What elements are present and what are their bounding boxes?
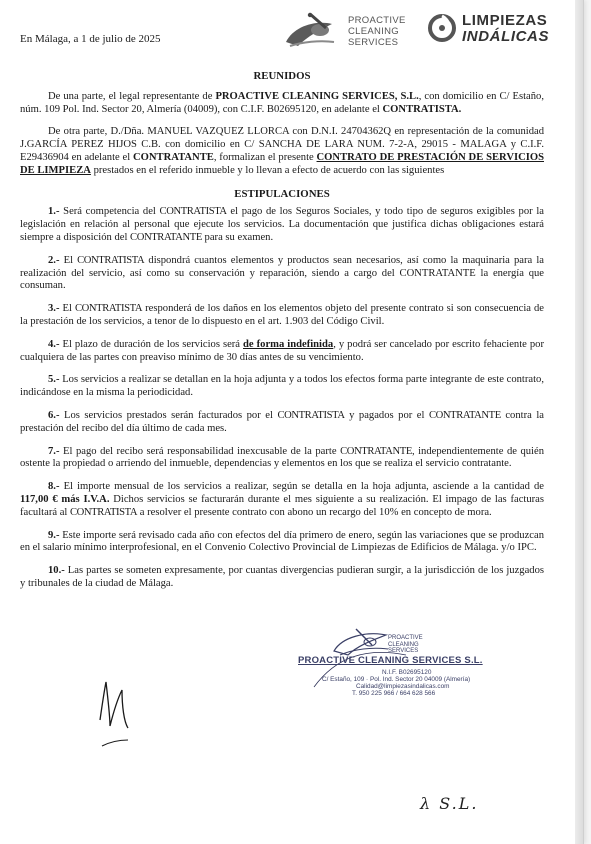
clause-keyword: CONTRATANTE [428,409,501,421]
clause-number: 9.- [48,529,60,541]
clause-number: 6.- [48,409,60,421]
clause-text: El [59,303,75,315]
party-two-role: CONTRATANTE [133,151,214,163]
clause-keyword: CONTRATISTA [70,506,138,518]
stamp-company: PROACTIVE CLEANING SERVICES S.L. [298,655,483,666]
party-two-post: prestados en el referido inmueble y lo llevan a efecto de acuerdo con las siguientes [90,164,445,176]
clause-keyword: CONTRATISTA [277,409,345,421]
stamp-logo-line3: SERVICES [388,648,419,654]
party-one-role: CONTRATISTA. [382,103,462,115]
clause-text: dispondrá cuantos elementos y productos sean necesarios, así como la maquinaria para la realización del servicio, así como su conservación y reparación, siendo a cargo del CONTRATANTE la energía que consuman. [20,254,544,292]
clause-number: 3.- [48,303,60,315]
page-initials: λ S.L. [420,794,479,813]
contract-title: CONTRATO DE PRESTACIÓN DE SERVICIOS DE LIMPIEZA [20,151,544,176]
clause-number: 8.- [48,481,60,493]
clause-text: Las partes se someten expresamente, por cuantas divergencias pudieran surgir, a la jurisdicción de los juzgados y tribunales de la ciudad de Málaga. [20,565,544,589]
clause-10 [20,565,544,591]
pcs-line2: CLEANING [348,26,399,37]
clause-text: Dichos servicios se facturarán durante el mes siguiente a su realización. El impago de las facturas facultará al [20,493,544,518]
party-one-paragraph [20,91,544,117]
li-line1: LIMPIEZAS [462,12,548,29]
stamp-nif: N.I.F. B02695120 [382,669,432,676]
stamp-phone: T. 950 225 966 / 664 628 566 [352,690,436,697]
clause-text: Los servicios prestados serán facturados por el [59,409,278,421]
clause-1 [20,206,544,244]
clause-8 [20,481,544,519]
stamp-logo-line1: PROACTIVE [388,635,423,641]
clause-9 [20,530,544,556]
heading-estipulaciones: ESTIPULACIONES [234,187,330,200]
clause-number: 2.- [48,254,60,266]
contract-body [20,70,544,601]
clause-text: , independientemente de quién ostente la propiedad o arriendo del inmueble, dependencias y elementos en los que se realiza el servicio contratante. [20,445,545,470]
pcs-line1: PROACTIVE [348,15,406,26]
clause-text: contra la prestación del recibo del día último de cada mes. [20,409,544,434]
party-one-mid: , con domicilio en C/ Estaño, núm. 109 Pol. Ind. Sector 20, Almería (04009), con C.I.F. B02695120, en adelante el [20,90,544,115]
clause-number: 4.- [48,338,60,350]
party-two-paragraph [20,126,544,177]
clause-text: y pagados por el [344,409,429,421]
clause-keyword: de forma indefinida [243,338,334,350]
date-line: En Málaga, a 1 de julio de 2025 [20,33,161,45]
swirl-icon [426,12,458,44]
stamp-address: C/ Estaño, 109 · Pol. Ind. Sector 20 04009 (Almería) [322,676,471,683]
clause-text: El importe mensual de los servicios a realizar, según se detalla en la hoja adjunta, asciende a la cantidad de [59,481,544,493]
clause-2 [20,255,544,293]
party-two-mid: , formalizan el presente [213,151,317,163]
party-one-pre: De una parte, el legal representante de [48,90,216,102]
clause-4 [20,339,544,365]
clause-text: Los servicios a realizar se detallan en la hoja adjunta y a todos los efectos forma parte integrante de este contrato, indicándose en la misma la periodicidad. [20,374,544,399]
party-one-company: PROACTIVE CLEANING SERVICES, S.L. [215,90,419,102]
clause-text: a resolver el presente contrato con abono un recargo del 10% en concepto de mora. [137,506,492,518]
clause-number: 7.- [48,445,60,457]
broom-bucket-icon [280,12,342,52]
clause-text: Este importe será revisado cada año con efectos del día primero de enero, según las variaciones que se produzcan en el salario mínimo interprofesional, en el Convenio Colectivo Provincial de Limpiezas de Edificios de Málaga. y/o IPC. [20,529,544,554]
clause-7 [20,446,544,472]
handwritten-signature [92,676,142,756]
li-line2: INDÁLICAS [462,28,550,45]
clause-keyword: CONTRATISTA [159,206,227,218]
party-two-pre: De otra parte, D./Dña. MANUEL VAZQUEZ LLORCA con D.N.I. 24704362Q en representación de la comunidad J.GARCÍA PEREZ HIJOS C.B. con domicilio en C/ SANCHA DE LARA NUM. 7-2-A, 29015 - MALAGA y C.I.F. E29436904 en adelante el [20,126,544,163]
clause-text: Será competencia del [59,206,160,218]
clause-amount: 117,00 € más I.V.A. [20,493,110,505]
stamp-logo-line2: CLEANING [388,641,419,648]
clause-5 [20,374,544,400]
clause-3 [20,303,544,329]
clause-keyword: CONTRATISTA [74,303,143,315]
company-stamp [296,627,536,713]
limpiezas-indalicas-logo [426,12,576,48]
clause-number: 10.- [48,565,65,577]
clause-text: El plazo de duración de los servicios será [59,338,244,350]
clause-text: el pago de los Seguros Sociales, y todo tipo de seguros exigibles por la legislación en relación al personal que ejecute los servicios. La documentación que justifica dichas obligaciones estará siempre a disposición del [20,206,544,243]
clause-6 [20,410,544,436]
clause-text: El [59,254,78,266]
clause-number: 1.- [48,206,60,218]
heading-reunidos: REUNIDOS [253,70,311,82]
clause-number: 5.- [48,374,60,386]
page-edge [575,0,583,844]
clause-text: responderá de los daños en los elementos objeto del presente contrato si son consecuencia de la prestación de los servicios, a tenor de lo dispuesto en el art. 1.903 del Código Civil. [20,303,544,327]
clause-text: , y podrá ser cancelado por escrito fehaciente por cualquiera de las partes con preaviso mínimo de 30 días antes de su vencimiento. [20,338,545,363]
clause-keyword: CONTRATANTE [130,231,202,243]
clause-text: El pago del recibo será responsabilidad inexcusable de la parte [59,445,341,457]
pcs-line3: SERVICES [348,37,399,48]
clause-keyword: CONTRATISTA [77,254,145,266]
clause-text: para su examen. [201,231,274,243]
clause-keyword: CONTRATANTE [340,445,412,457]
letterhead [0,0,583,60]
stamp-email: Calidad@limpiezasindalicas.com [356,683,450,690]
